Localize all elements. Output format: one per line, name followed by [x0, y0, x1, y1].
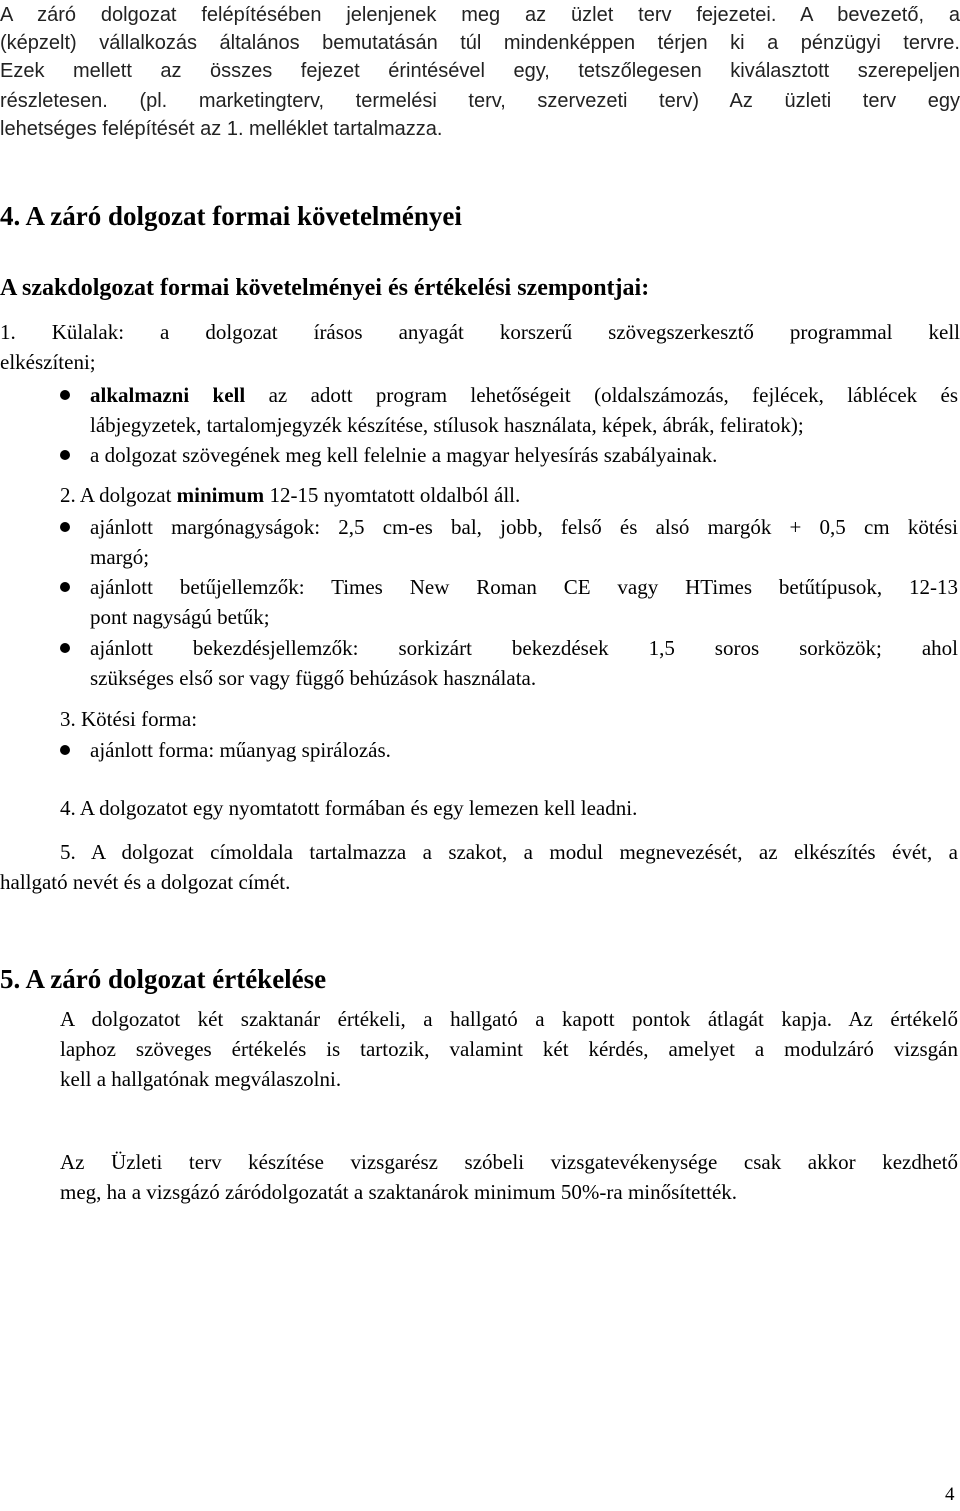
intro-line: Ezek mellett az összes fejezet érintésével egy, tetszőlegesen kiválasztott szerepeljen: [0, 60, 960, 82]
bold-text: minimum: [176, 483, 265, 507]
bullet-icon: [60, 390, 70, 400]
item-1-line: elkészíteni;: [0, 350, 96, 374]
evaluation-paragraph-line: A dolgozatot két szaktanár értékeli, a hallgató a kapott pontok átlagát kapja. Az értékelő: [60, 1007, 958, 1031]
text: 12-15 nyomtatott oldalból áll.: [264, 483, 521, 507]
bullet-item: ajánlott bekezdésjellemzők: sorkizárt bekezdések 1,5 soros sorközök; ahol: [90, 636, 958, 660]
item-5-line: hallgató nevét és a dolgozat címét.: [0, 870, 291, 894]
intro-line: (képzelt) vállalkozás általános bemutatásán túl mindenképpen térjen ki a pénzügyi tervre.: [0, 32, 960, 54]
section-4-heading: 4. A záró dolgozat formai követelményei: [0, 201, 462, 231]
bullet-item-continuation: lábjegyzetek, tartalomjegyzék készítése, stílusok használata, képek, ábrák, feliratok);: [90, 413, 804, 437]
bullet-icon: [60, 643, 70, 653]
bold-text: alkalmazni kell: [90, 383, 246, 407]
bullet-item: ajánlott margónagyságok: 2,5 cm-es bal, jobb, felső és alsó margók + 0,5 cm kötési: [90, 515, 958, 539]
item-5-line: 5. A dolgozat címoldala tartalmazza a szakot, a modul megnevezését, az elkészítés évét, a: [60, 840, 958, 864]
text: 2. A dolgozat: [60, 483, 177, 507]
bullet-icon: [60, 450, 70, 460]
bullet-item-continuation: pont nagyságú betűk;: [90, 605, 270, 629]
bullet-item-continuation: szükséges első sor vagy függő behúzások használata.: [90, 666, 537, 690]
item-2-line: [60, 480, 520, 510]
bullet-item: [90, 380, 958, 410]
bullet-item-continuation: margó;: [90, 545, 150, 569]
section-5-heading: 5. A záró dolgozat értékelése: [0, 964, 327, 994]
intro-line: lehetséges felépítését az 1. melléklet tartalmazza.: [0, 118, 443, 140]
intro-line: részletesen. (pl. marketingterv, termelési terv, szervezeti terv) Az üzleti terv egy: [0, 90, 960, 112]
bullet-item: ajánlott betűjellemzők: Times New Roman CE vagy HTimes betűtípusok, 12-13: [90, 575, 958, 599]
page-number: 4: [945, 1484, 955, 1505]
bullet-item: a dolgozat szövegének meg kell felelnie a magyar helyesírás szabályainak.: [90, 443, 718, 467]
intro-line: A záró dolgozat felépítésében jelenjenek meg az üzlet terv fejezetei. A bevezető, a: [0, 4, 960, 26]
item-4-line: 4. A dolgozatot egy nyomtatott formában és egy lemezen kell leadni.: [60, 796, 638, 820]
evaluation-paragraph-line: laphoz szöveges értékelés is tartozik, valamint két kérdés, amelyet a modulzáró vizsgán: [60, 1037, 958, 1061]
bullet-icon: [60, 745, 70, 755]
bullet-icon: [60, 522, 70, 532]
section-4-subheading: A szakdolgozat formai követelményei és értékelési szempontjai:: [0, 275, 650, 301]
exam-paragraph-line: Az Üzleti terv készítése vizsgarész szóbeli vizsgatevékenysége csak akkor kezdhető: [60, 1150, 958, 1174]
bullet-item: ajánlott forma: műanyag spirálozás.: [90, 738, 391, 762]
item-3-line: 3. Kötési forma:: [60, 707, 198, 731]
evaluation-paragraph-line: kell a hallgatónak megválaszolni.: [60, 1067, 342, 1091]
exam-paragraph-line: meg, ha a vizsgázó záródolgozatát a szaktanárok minimum 50%-ra minősítették.: [60, 1180, 738, 1204]
item-1-line: 1. Külalak: a dolgozat írásos anyagát korszerű szövegszerkesztő programmal kell: [0, 320, 960, 344]
bullet-icon: [60, 582, 70, 592]
text: az adott program lehetőségeit (oldalszámozás, fejlécek, láblécek és: [245, 383, 958, 407]
